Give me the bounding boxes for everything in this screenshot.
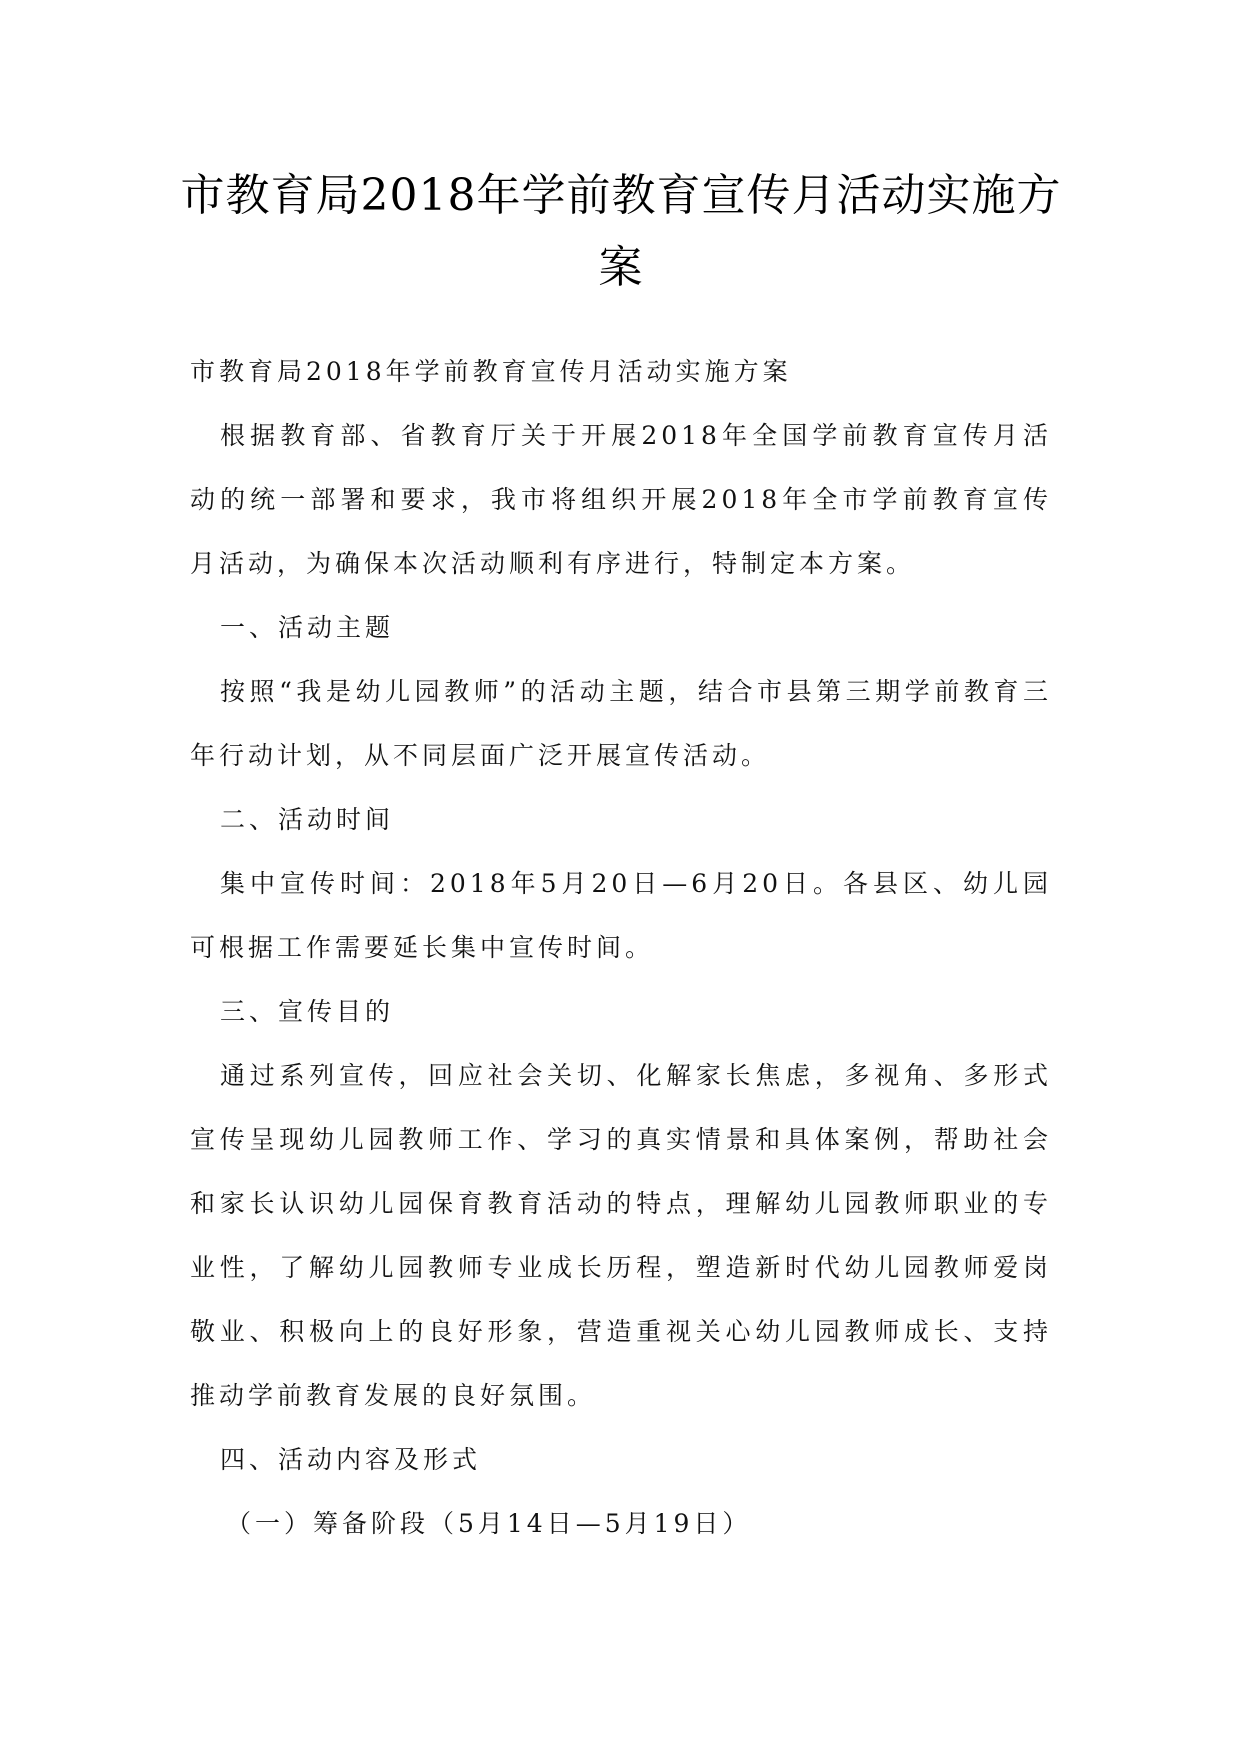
subtitle-line: 市教育局2018年学前教育宣传月活动实施方案 <box>190 357 792 386</box>
theme-paragraph: 按照“我是幼儿园教师”的活动主题，结合市县第三期学前教育三年行动计划，从不同层面广泛开展宣传活动。 <box>190 677 1052 770</box>
section-heading-content: 四、活动内容及形式 <box>220 1445 482 1474</box>
document-body <box>190 340 1052 1556</box>
intro-paragraph: 根据教育部、省教育厅关于开展2018年全国学前教育宣传月活动的统一部署和要求，我市将组织开展2018年全市学前教育宣传月活动，为确保本次活动顺利有序进行，特制定本方案。 <box>190 421 1052 578</box>
document-title: 市教育局2018年学前教育宣传月活动实施方案 <box>180 170 1062 293</box>
purpose-paragraph: 通过系列宣传，回应社会关切、化解家长焦虑，多视角、多形式宣传呈现幼儿园教师工作、学习的真实情景和具体案例，帮助社会和家长认识幼儿园保育教育活动的特点，理解幼儿园教师职业的专业性，了解幼儿园教师专业成长历程，塑造新时代幼儿园教师爱岗敬业、积极向上的良好形象，营造重视关心幼儿园教师成长、支持推动学前教育发展的良好氛围。 <box>190 1061 1052 1410</box>
subsection-heading-preparation: （一）筹备阶段（5月14日—5月19日） <box>226 1509 752 1538</box>
section-heading-time: 二、活动时间 <box>220 805 395 834</box>
time-paragraph: 集中宣传时间：2018年5月20日—6月20日。各县区、幼儿园可根据工作需要延长集中宣传时间。 <box>190 869 1052 962</box>
section-heading-purpose: 三、宣传目的 <box>220 997 395 1026</box>
section-heading-theme: 一、活动主题 <box>220 613 395 642</box>
